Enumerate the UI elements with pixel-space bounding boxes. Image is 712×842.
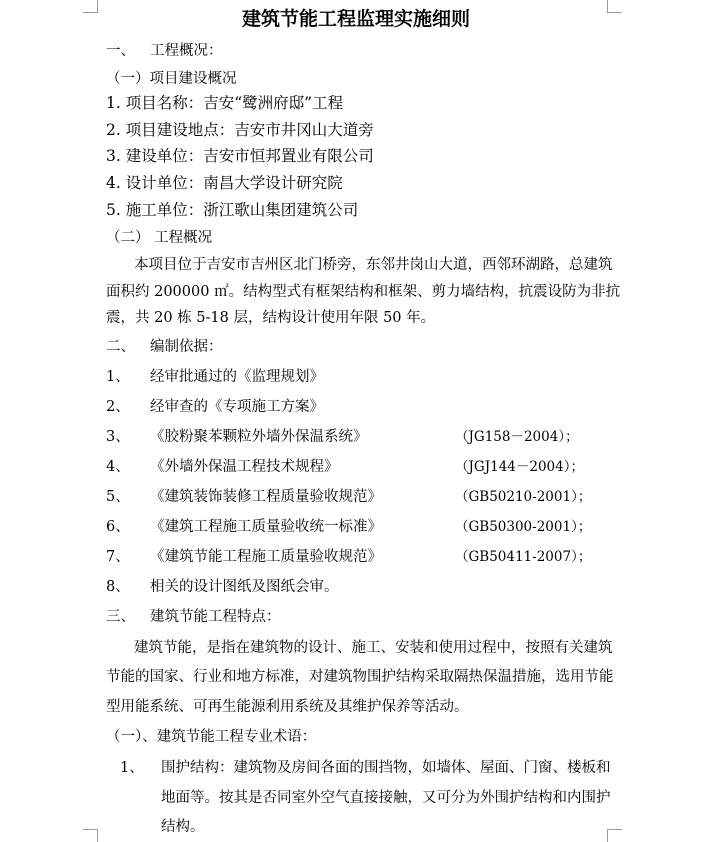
basis-item-5-number: 5、 <box>106 489 130 505</box>
crop-mark-bottom-left <box>83 829 98 842</box>
term-1-line-1: 围护结构：建筑物及房间各面的围挡物，如墙体、屋面、门窗、楼板和 <box>161 760 611 776</box>
term-1-number: 1、 <box>120 760 144 776</box>
basis-item-4-standard: （JGJ144－2004）； <box>455 459 584 475</box>
basis-item-8-number: 8、 <box>106 579 130 595</box>
basis-item-1-text: 经审批通过的《监理规划》 <box>150 369 324 385</box>
basis-item-7-number: 7、 <box>106 549 130 565</box>
basis-item-8-text: 相关的设计图纸及图纸会审。 <box>150 579 339 595</box>
project-item-owner: 3. 建设单位：吉安市恒邦置业有限公司 <box>106 147 374 165</box>
basis-item-2-text: 经审查的《专项施工方案》 <box>150 399 324 415</box>
section-2-number: 二、 <box>106 339 135 355</box>
basis-item-3-text: 《胶粉聚苯颗粒外墙外保温系统》 <box>150 429 368 445</box>
basis-item-2-number: 2、 <box>106 399 130 415</box>
section-1-heading: 工程概况： <box>150 43 223 59</box>
basis-item-3-standard: （JG158－2004）； <box>455 429 579 445</box>
basis-item-5-standard: （GB50210-2001）； <box>455 489 592 505</box>
basis-item-7-standard: （GB50411-2007）； <box>455 549 592 565</box>
basis-item-5-text: 《建筑装饰装修工程质量验收规范》 <box>150 489 382 505</box>
basis-item-4-text: 《外墙外保温工程技术规程》 <box>150 459 339 475</box>
crop-mark-bottom-right <box>607 829 622 842</box>
features-paragraph-line-2: 节能的国家、行业和地方标准，对建筑物围护结构采取隔热保温措施，选用节能 <box>106 669 614 685</box>
overview-paragraph-line-1: 本项目位于吉安市吉州区北门桥旁，东邻井岗山大道，西邻环湖路，总建筑 <box>134 257 613 273</box>
features-paragraph-line-3: 型用能系统、可再生能源利用系统及其维护保养等活动。 <box>106 699 469 715</box>
project-item-contractor: 5. 施工单位：浙江歌山集团建筑公司 <box>106 201 359 219</box>
term-1-line-2: 地面等。按其是否同室外空气直接接触，又可分为外围护结构和内围护 <box>161 790 611 806</box>
section-3-subheading-1: （一）、建筑节能工程专业术语： <box>106 729 317 745</box>
basis-item-4-number: 4、 <box>106 459 130 475</box>
section-3-heading: 建筑节能工程特点： <box>150 609 281 625</box>
basis-item-6-text: 《建筑工程施工质量验收统一标准》 <box>150 519 382 535</box>
section-1-number: 一、 <box>106 43 135 59</box>
basis-item-6-number: 6、 <box>106 519 130 535</box>
overview-paragraph-line-2: 面积约 200000 ㎡。结构型式有框架结构和框架、剪力墙结构，抗震设防为非抗 <box>106 284 621 300</box>
overview-paragraph-line-3: 震，共 20 栋 5-18 层，结构设计使用年限 50 年。 <box>106 310 436 326</box>
basis-item-1-number: 1、 <box>106 369 130 385</box>
section-2-heading: 编制依据： <box>150 339 223 355</box>
basis-item-3-number: 3、 <box>106 429 130 445</box>
project-item-location: 2. 项目建设地点：吉安市井冈山大道旁 <box>106 121 374 139</box>
term-1-line-3: 结构。 <box>161 819 205 835</box>
basis-item-6-standard: （GB50300-2001）； <box>455 519 592 535</box>
basis-item-7-text: 《建筑节能工程施工质量验收规范》 <box>150 549 382 565</box>
project-item-name: 1. 项目名称：吉安“鹭洲府邸”工程 <box>106 94 344 112</box>
section-3-number: 三、 <box>106 609 135 625</box>
section-1-subheading-2: （二） 工程概况 <box>106 230 213 246</box>
section-1-subheading-1: （一）项目建设概况 <box>106 71 237 87</box>
project-item-designer: 4. 设计单位：南昌大学设计研究院 <box>106 174 343 192</box>
features-paragraph-line-1: 建筑节能，是指在建筑物的设计、施工、安装和使用过程中，按照有关建筑 <box>134 640 613 656</box>
document-title: 建筑节能工程监理实施细则 <box>241 8 470 30</box>
